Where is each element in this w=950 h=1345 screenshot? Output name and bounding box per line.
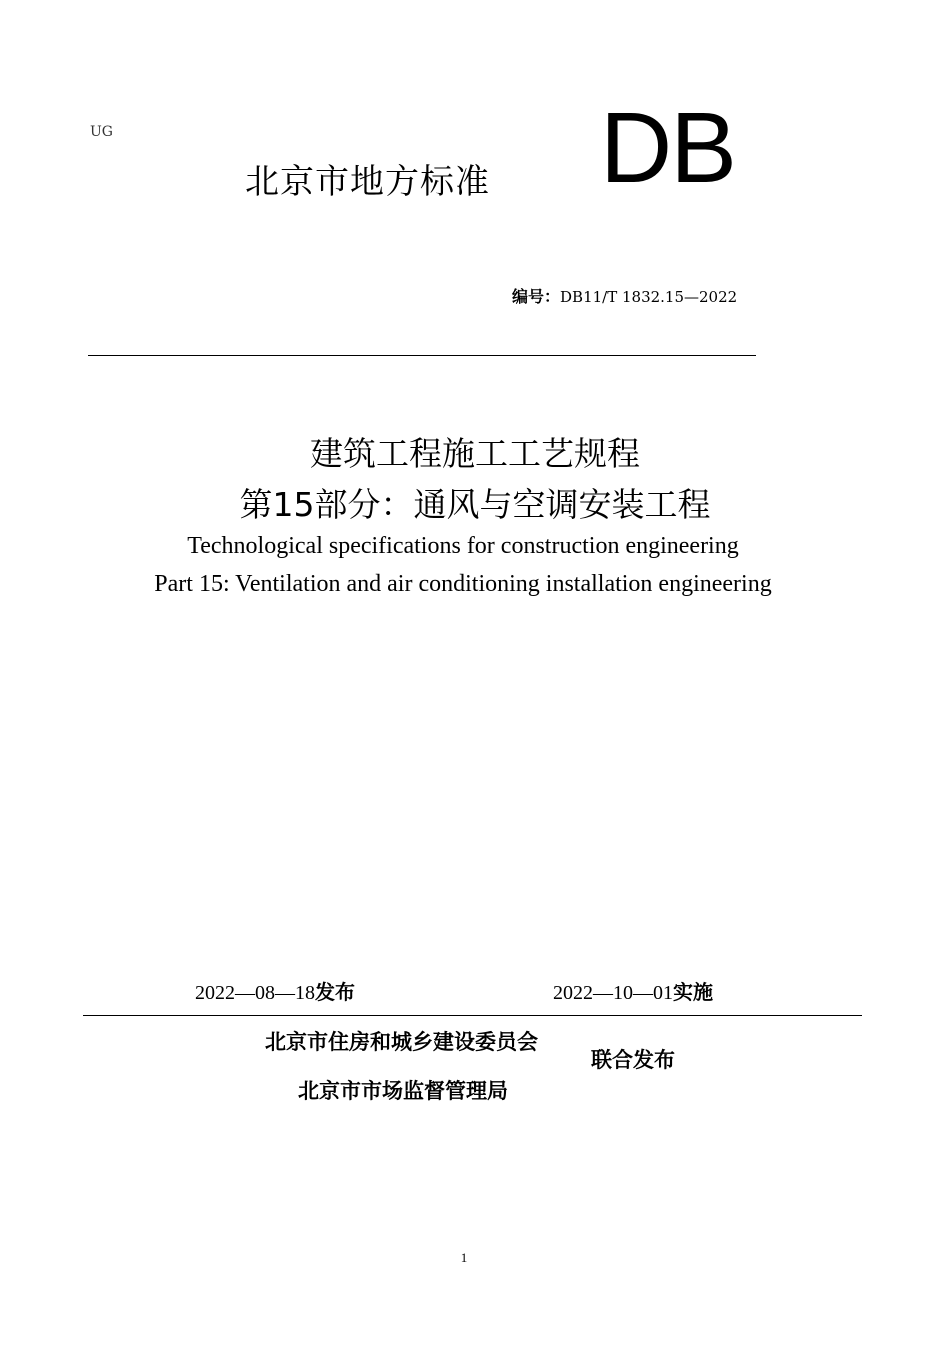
- title-english-part: Part 15: Ventilation and air conditioning installation engineering: [154, 571, 772, 597]
- top-divider: [88, 355, 756, 356]
- standard-number-label: 编号：: [512, 287, 561, 306]
- publish-date-line: [195, 976, 355, 1005]
- implement-date: 2022—10—01: [553, 982, 673, 1004]
- implement-date-line: [553, 976, 713, 1005]
- db-mark: DB: [600, 92, 735, 204]
- title-english-main: Technological specifications for construction engineering: [187, 533, 739, 559]
- issuer-housing-commission: 北京市住房和城乡建设委员会: [265, 1030, 538, 1054]
- publish-date: 2022—08—18: [195, 982, 315, 1004]
- publish-label: 发布: [315, 980, 355, 1004]
- joint-release-label: 联合发布: [591, 1048, 675, 1072]
- issuer-market-regulation: 北京市市场监督管理局: [298, 1079, 508, 1103]
- standard-number-value: DB11/T 1832.15—2022: [560, 288, 738, 306]
- standard-type: 北京市地方标准: [245, 162, 490, 202]
- page-number: 1: [460, 1250, 468, 1265]
- title-chinese-main: 建筑工程施工工艺规程: [310, 434, 640, 473]
- implement-label: 实施: [673, 980, 713, 1004]
- corner-code: UG: [90, 124, 113, 140]
- title-chinese-part: 第15部分：通风与空调安装工程: [239, 485, 711, 524]
- standard-number: [512, 284, 737, 307]
- bottom-divider: [83, 1015, 862, 1016]
